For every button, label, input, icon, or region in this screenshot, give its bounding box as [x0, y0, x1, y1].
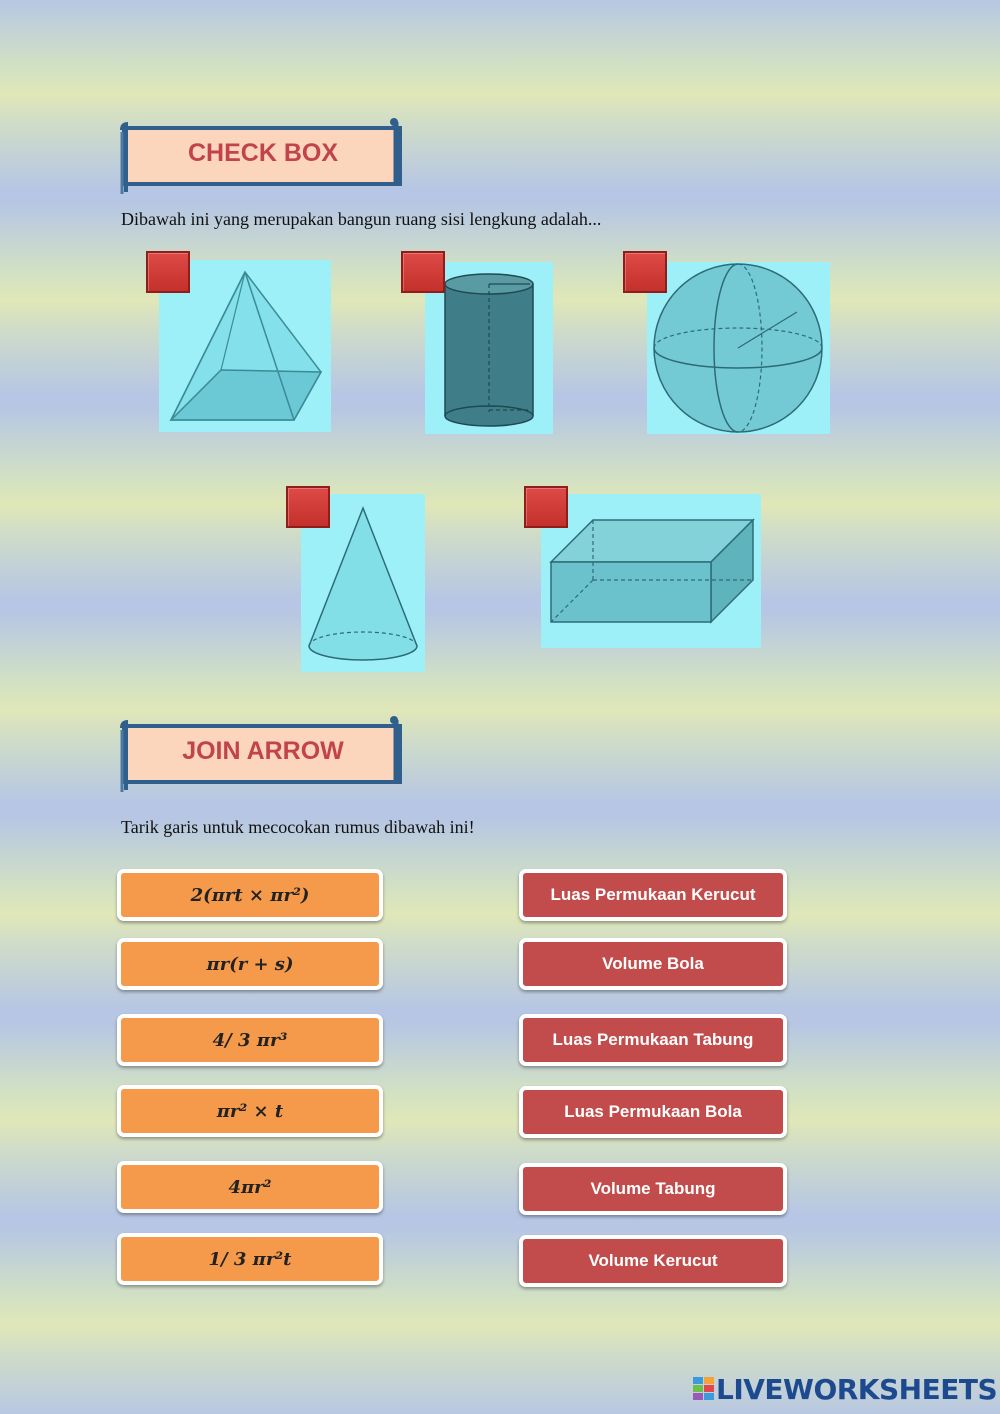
answer-text: Volume Tabung	[590, 1179, 716, 1198]
answer-item[interactable]	[519, 1163, 787, 1215]
answer-text: Luas Permukaan Kerucut	[550, 885, 756, 904]
formula-text: πr(r + s)	[206, 953, 294, 975]
pyramid-checkbox[interactable]	[146, 251, 190, 293]
formula-item[interactable]	[117, 938, 383, 990]
cuboid-checkbox[interactable]	[524, 486, 568, 528]
liveworksheets-logo	[692, 1372, 997, 1406]
answer-item[interactable]	[519, 938, 787, 990]
cone-checkbox[interactable]	[286, 486, 330, 528]
cuboid-image	[541, 494, 761, 648]
formula-text: 4/ 3 πr³	[212, 1029, 288, 1051]
formula-text: 2(πrt × πr²)	[190, 884, 310, 906]
formula-text: 4πr²	[228, 1176, 272, 1198]
checkbox-section-title: CHECK BOX	[187, 138, 338, 167]
sphere-icon	[647, 262, 830, 434]
formula-item[interactable]	[117, 1014, 383, 1066]
join-section-title: JOIN ARROW	[182, 736, 344, 765]
formula-item[interactable]	[117, 1161, 383, 1213]
cuboid-icon	[541, 494, 761, 648]
logo-text: LIVEWORKSHEETS	[716, 1372, 998, 1406]
formula-item[interactable]	[117, 1233, 383, 1285]
answer-text: Volume Bola	[602, 954, 704, 973]
answer-text: Luas Permukaan Bola	[564, 1102, 742, 1121]
answer-item[interactable]	[519, 1235, 787, 1287]
join-section-banner	[118, 716, 402, 786]
answer-item[interactable]	[519, 1086, 787, 1138]
formula-text: πr² × t	[216, 1100, 284, 1122]
join-instruction: Tarik garis untuk mecocokan rumus dibawah ini!	[121, 817, 475, 837]
answer-text: Luas Permukaan Tabung	[552, 1030, 754, 1049]
answer-text: Volume Kerucut	[588, 1251, 718, 1270]
formula-item[interactable]	[117, 869, 383, 921]
answer-item[interactable]	[519, 869, 787, 921]
cylinder-checkbox[interactable]	[401, 251, 445, 293]
formula-text: 1/ 3 πr²t	[208, 1248, 292, 1270]
formula-item[interactable]	[117, 1085, 383, 1137]
checkbox-question: Dibawah ini yang merupakan bangun ruang sisi lengkung adalah...	[121, 209, 602, 229]
sphere-image	[647, 262, 830, 434]
liveworksheets-logo-icon	[692, 1375, 716, 1403]
answer-item[interactable]	[519, 1014, 787, 1066]
checkbox-section-banner	[118, 118, 402, 188]
sphere-checkbox[interactable]	[623, 251, 667, 293]
